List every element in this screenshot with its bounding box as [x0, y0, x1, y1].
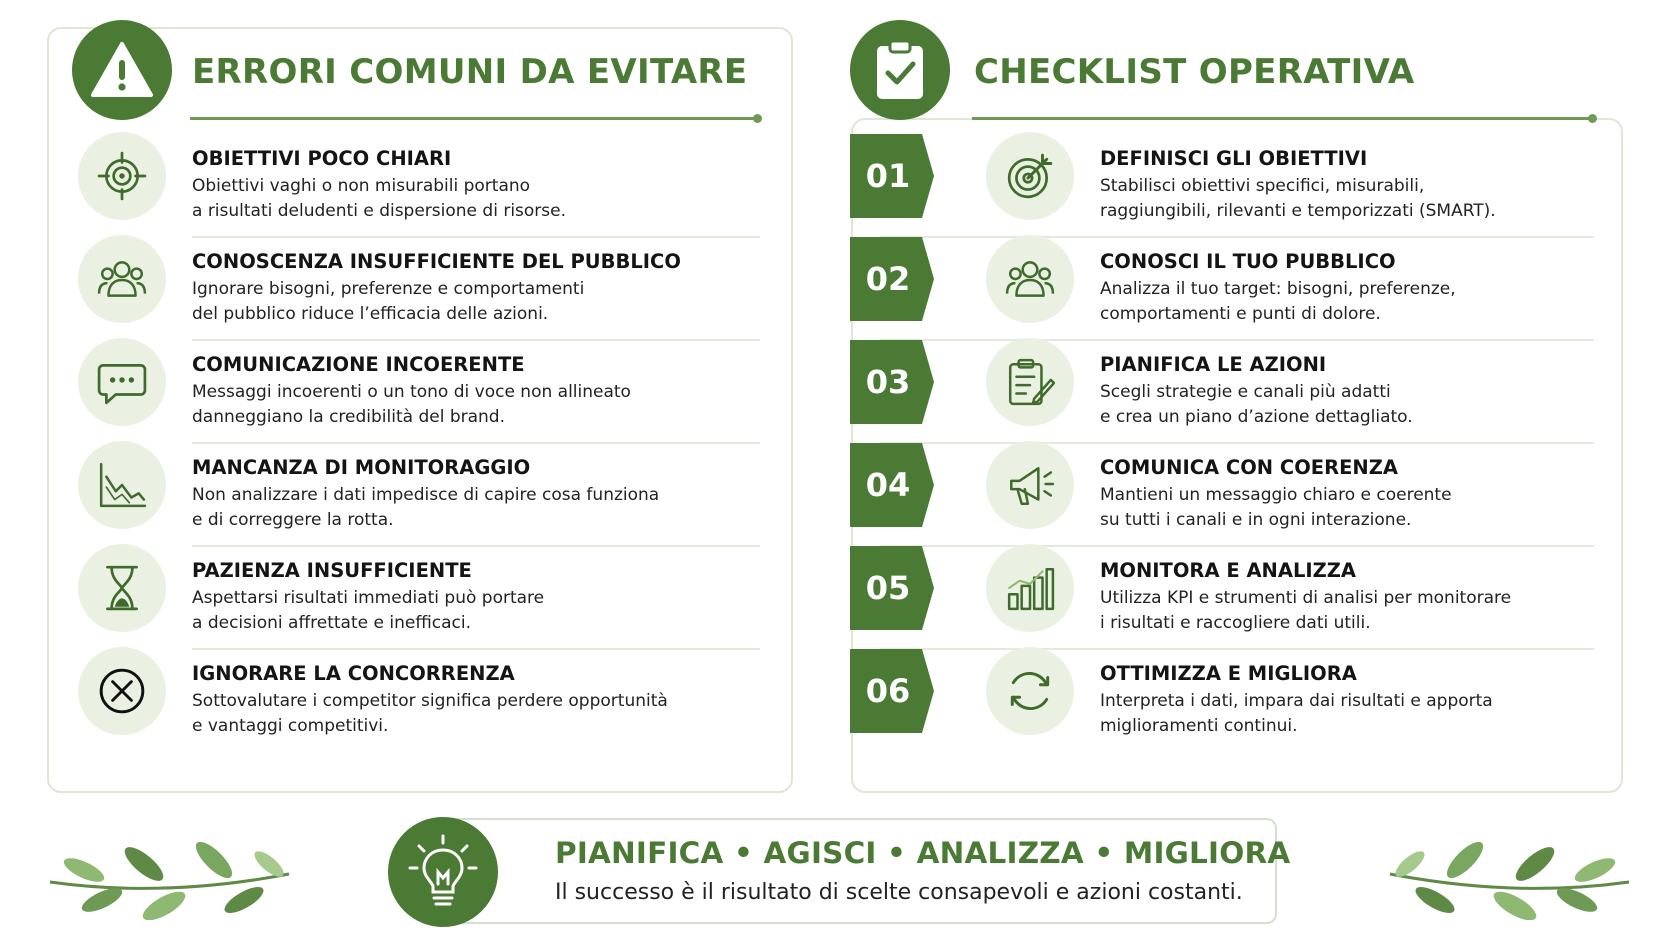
- error-item-title: OBIETTIVI POCO CHIARI: [192, 147, 452, 170]
- footer-banner: [445, 818, 1277, 924]
- chat-bubble-icon: [97, 357, 147, 407]
- step-number-tab: [850, 237, 934, 321]
- step-number-tab: [850, 649, 934, 733]
- clipboard-pen-icon: [1005, 357, 1055, 407]
- error-item-icon-badge: [78, 338, 166, 426]
- step-number: 03: [865, 363, 911, 401]
- checklist-row-divider: [880, 339, 1594, 341]
- checklist-item-icon-badge: [986, 441, 1074, 529]
- checklist-item-description-line1: Utilizza KPI e strumenti di analisi per monitorare: [1100, 588, 1512, 608]
- footer-badge: [388, 817, 498, 927]
- checklist-title-rule: [972, 117, 1592, 120]
- error-row-divider: [192, 236, 760, 238]
- error-item-title: COMUNICAZIONE INCOERENTE: [192, 353, 525, 376]
- checklist-item-title: OTTIMIZZA E MIGLIORA: [1100, 662, 1357, 685]
- checklist-item-title: MONITORA E ANALIZZA: [1100, 559, 1356, 582]
- checklist-item-description-line1: Scegli strategie e canali più adatti: [1100, 382, 1391, 402]
- error-item-title: IGNORARE LA CONCORRENZA: [192, 662, 515, 685]
- step-number: 01: [865, 157, 911, 195]
- error-item-description-line2: e di correggere la rotta.: [192, 510, 394, 530]
- hourglass-icon: [97, 563, 147, 613]
- error-row-divider: [192, 648, 760, 650]
- step-number-tab: [850, 443, 934, 527]
- error-item-description-line2: e vantaggi competitivi.: [192, 716, 389, 736]
- checklist-section-title: CHECKLIST OPERATIVA: [974, 52, 1415, 92]
- checklist-item-icon-badge: [986, 132, 1074, 220]
- checklist-item-description-line2: su tutti i canali e in ogni interazione.: [1100, 510, 1412, 530]
- error-item-description-line2: del pubblico riduce l’efficacia delle azioni.: [192, 304, 549, 324]
- checklist-item-description-line2: i risultati e raccogliere dati utili.: [1100, 613, 1371, 633]
- error-item-description-line1: Obiettivi vaghi o non misurabili portano: [192, 176, 531, 196]
- checklist-item-description-line2: comportamenti e punti di dolore.: [1100, 304, 1381, 324]
- error-item-description-line1: Messaggi incoerenti o un tono di voce non allineato: [192, 382, 631, 402]
- error-item-description-line2: a risultati deludenti e dispersione di risorse.: [192, 201, 567, 221]
- error-row-divider: [192, 339, 760, 341]
- checklist-item-title: DEFINISCI GLI OBIETTIVI: [1100, 147, 1368, 170]
- error-item-icon-badge: [78, 235, 166, 323]
- error-row-divider: [192, 545, 760, 547]
- checklist-item-description-line2: miglioramenti continui.: [1100, 716, 1298, 736]
- footer-subtitle: Il successo è il risultato di scelte consapevoli e azioni costanti.: [555, 880, 1243, 905]
- target-arrow-icon: [1005, 151, 1055, 201]
- step-number: 04: [865, 466, 911, 504]
- errors-section-title: ERRORI COMUNI DA EVITARE: [192, 52, 748, 92]
- errors-rule-dot: [753, 114, 762, 123]
- step-number: 05: [865, 569, 911, 607]
- errors-header-badge: [72, 20, 172, 120]
- footer-tagline: PIANIFICA • AGISCI • ANALIZZA • MIGLIORA: [555, 836, 1291, 870]
- error-item-description-line2: a decisioni affrettate e inefficaci.: [192, 613, 471, 633]
- checklist-item-title: PIANIFICA LE AZIONI: [1100, 353, 1327, 376]
- users-icon: [1005, 254, 1055, 304]
- checklist-rule-dot: [1588, 114, 1597, 123]
- step-number-tab: [850, 134, 934, 218]
- checklist-row-divider: [880, 236, 1594, 238]
- error-item-description-line2: danneggiano la credibilità del brand.: [192, 407, 505, 427]
- refresh-icon: [1005, 666, 1055, 716]
- error-item-icon-badge: [78, 647, 166, 735]
- checklist-header-badge: [850, 20, 950, 120]
- checklist-item-icon-badge: [986, 338, 1074, 426]
- error-item-icon-badge: [78, 441, 166, 529]
- error-item-icon-badge: [78, 544, 166, 632]
- lightbulb-icon: [403, 832, 483, 912]
- error-item-title: MANCANZA DI MONITORAGGIO: [192, 456, 531, 479]
- error-item-description-line1: Sottovalutare i competitor significa perdere opportunità: [192, 691, 668, 711]
- error-item-description-line1: Ignorare bisogni, preferenze e comportamenti: [192, 279, 585, 299]
- error-item-title: PAZIENZA INSUFFICIENTE: [192, 559, 472, 582]
- warning-icon: [89, 40, 155, 100]
- step-number: 02: [865, 260, 911, 298]
- laurel-left-icon: [44, 838, 294, 920]
- error-item-icon-badge: [78, 132, 166, 220]
- checklist-item-title: CONOSCI IL TUO PUBBLICO: [1100, 250, 1396, 273]
- error-row-divider: [192, 442, 760, 444]
- laurel-right-icon: [1385, 838, 1635, 920]
- checklist-item-description-line1: Analizza il tuo target: bisogni, preferenze,: [1100, 279, 1456, 299]
- target-icon: [97, 151, 147, 201]
- checklist-row-divider: [880, 648, 1594, 650]
- step-number: 06: [865, 672, 911, 710]
- checklist-item-title: COMUNICA CON COERENZA: [1100, 456, 1398, 479]
- error-item-description-line1: Aspettarsi risultati immediati può portare: [192, 588, 545, 608]
- declining-chart-icon: [97, 460, 147, 510]
- error-item-description-line1: Non analizzare i dati impedisce di capire cosa funziona: [192, 485, 660, 505]
- checklist-item-icon-badge: [986, 544, 1074, 632]
- step-number-tab: [850, 340, 934, 424]
- checklist-row-divider: [880, 545, 1594, 547]
- checklist-item-description-line2: e crea un piano d’azione dettagliato.: [1100, 407, 1413, 427]
- checklist-item-description-line1: Interpreta i dati, impara dai risultati e apporta: [1100, 691, 1493, 711]
- users-icon: [97, 254, 147, 304]
- errors-title-rule: [190, 117, 757, 120]
- megaphone-icon: [1005, 460, 1055, 510]
- clipboard-check-icon: [873, 38, 927, 102]
- checklist-item-description-line1: Stabilisci obiettivi specifici, misurabili,: [1100, 176, 1425, 196]
- error-item-title: CONOSCENZA INSUFFICIENTE DEL PUBBLICO: [192, 250, 681, 273]
- bar-chart-icon: [1005, 563, 1055, 613]
- step-number-tab: [850, 546, 934, 630]
- checklist-item-icon-badge: [986, 235, 1074, 323]
- checklist-item-description-line2: raggiungibili, rilevanti e temporizzati (SMART).: [1100, 201, 1496, 221]
- x-circle-icon: [97, 666, 147, 716]
- checklist-row-divider: [880, 442, 1594, 444]
- checklist-item-icon-badge: [986, 647, 1074, 735]
- checklist-item-description-line1: Mantieni un messaggio chiaro e coerente: [1100, 485, 1452, 505]
